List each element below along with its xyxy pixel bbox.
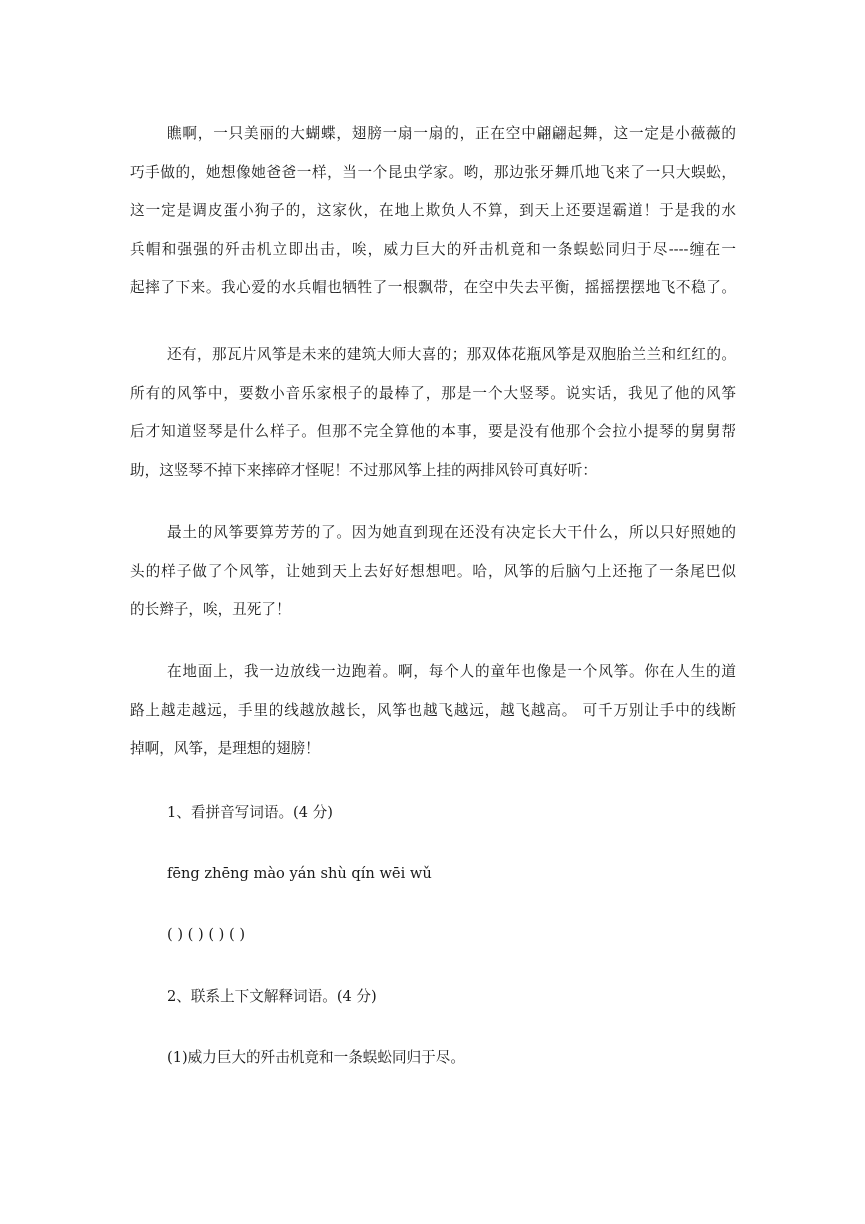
text-line: 瞧啊，一只美丽的大蝴蝶，翅膀一扇一扇的，正在空中翩翩起舞，这一定是小薇薇的 bbox=[167, 125, 736, 142]
text-line: 在地面上，我一边放线一边跑着。啊，每个人的童年也像是一个风筝。你在人生的道 bbox=[167, 663, 736, 680]
text-line: 兵帽和强强的歼击机立即出击，唉，威力巨大的歼击机竟和一条蜈蚣同归于尽----缠在一 bbox=[130, 240, 736, 258]
text-line: 的长辫子，唉，丑死了！ bbox=[130, 601, 291, 618]
text-line: 所有的风筝中，要数小音乐家根子的最棒了，那是一个大竖琴。说实话，我见了他的风筝 bbox=[130, 384, 736, 402]
text-line: 后才知道竖琴是什么样子。但那不完全算他的本事，要是没有他那个会拉小提琴的舅舅帮 bbox=[130, 423, 736, 440]
paragraph-butterfly bbox=[130, 115, 736, 308]
paragraph-harp-kite bbox=[130, 336, 736, 490]
text-line: 这一定是调皮蛋小狗子的，这家伙，在地上欺负人不算，到天上还要逞霸道！于是我的水 bbox=[130, 202, 736, 219]
paragraph-fangfang-kite bbox=[130, 514, 736, 630]
text-line: 助，这竖琴不掉下来摔碎才怪呢！不过那风筝上挂的两排风铃可真好听： bbox=[130, 461, 598, 479]
question-1-pinyin: fēng zhēng mào yán shù qín wēi wǔ bbox=[167, 865, 432, 882]
question-2-title: 2、联系上下文解释词语。(4 分) bbox=[167, 988, 377, 1005]
text-line: 巧手做的，她想像她爸爸一样，当一个昆虫学家。哟，那边张牙舞爪地飞来了一只大蜈蚣， bbox=[130, 163, 736, 181]
text-line: 起摔了下来。我心爱的水兵帽也牺牲了一根飘带，在空中失去平衡，摇摇摆摆地飞不稳了。 bbox=[130, 279, 736, 296]
text-line: 头的样子做了个风筝，让她到天上去好好想想吧。哈，风筝的后脑勺上还拖了一条尾巴似 bbox=[130, 562, 736, 580]
text-line: 掉啊，风筝，是理想的翅膀！ bbox=[130, 740, 320, 757]
question-1-answer-blanks: ( ) ( ) ( ) ( ) bbox=[167, 926, 246, 943]
paragraph-childhood-kite bbox=[130, 653, 736, 769]
text-line: 路上越走越远，手里的线越放越长，风筝也越飞越远，越飞越高。 可千万别让手中的线断 bbox=[130, 701, 736, 719]
question-2-item-1: (1)威力巨大的歼击机竟和一条蜈蚣同归于尽。 bbox=[167, 1049, 465, 1066]
text-line: 还有，那瓦片风筝是未来的建筑大师大喜的；那双体花瓶风筝是双胞胎兰兰和红红的。 bbox=[167, 346, 736, 363]
text-line: 最土的风筝要算芳芳的了。因为她直到现在还没有决定长大干什么，所以只好照她的 bbox=[167, 524, 736, 541]
question-1-title: 1、看拼音写词语。(4 分) bbox=[167, 804, 333, 821]
